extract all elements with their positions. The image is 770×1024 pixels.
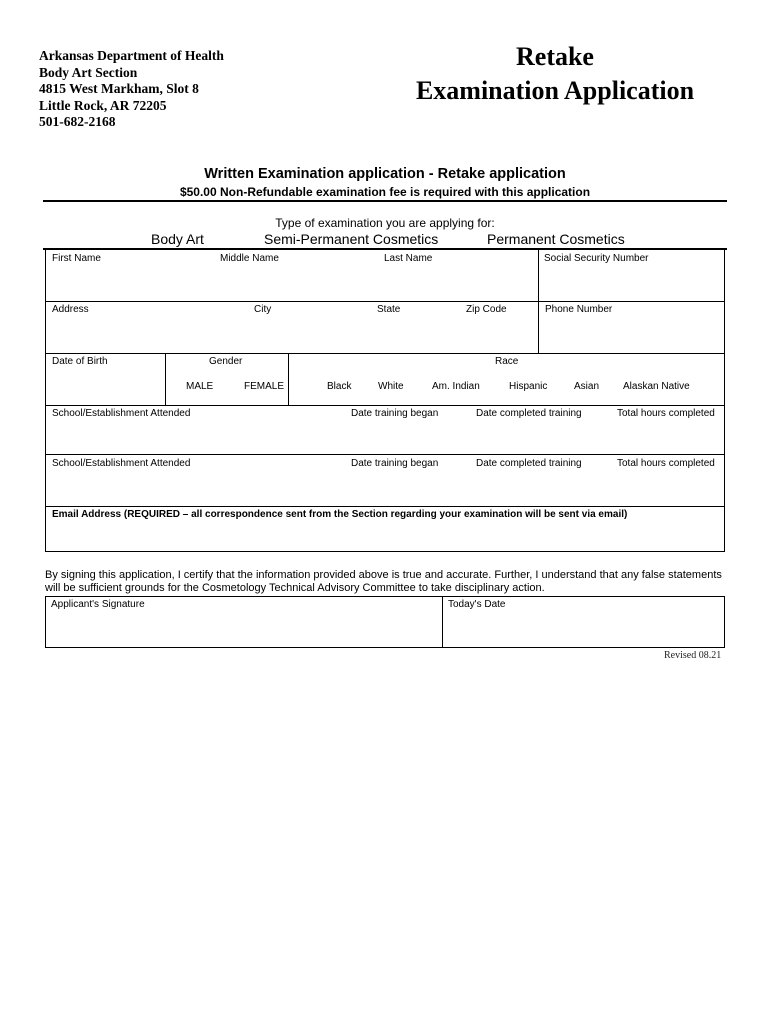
middle-name-label: Middle Name: [220, 253, 279, 264]
ssn-label: Social Security Number: [544, 253, 649, 264]
revision-note: Revised 08.21: [664, 650, 722, 661]
exam-option-permanent-cosmetics[interactable]: Permanent Cosmetics: [487, 231, 625, 247]
date-began-label-1: Date training began: [351, 408, 439, 419]
first-name-label: First Name: [52, 253, 101, 264]
address-label: Address: [52, 304, 89, 315]
race-option-white[interactable]: White: [378, 381, 404, 392]
school-label-1: School/Establishment Attended: [52, 408, 191, 419]
agency-address: [39, 48, 224, 131]
agency-city: Little Rock, AR 72205: [39, 97, 167, 113]
gender-option-male[interactable]: MALE: [186, 381, 214, 392]
signature-label: Applicant's Signature: [51, 599, 145, 610]
certification-text: By signing this application, I certify that the information provided above is true and accurate. Further, I understand that any false statements will be sufficient grounds for the Cosmetology Technical Advisory Committee to take disciplinary action.: [45, 569, 722, 594]
form-title-line2: Examination Application: [415, 76, 695, 105]
zip-label: Zip Code: [466, 304, 507, 315]
last-name-label: Last Name: [384, 253, 433, 264]
divider-top: [43, 200, 727, 202]
date-began-label-2: Date training began: [351, 458, 439, 469]
state-label: State: [377, 304, 401, 315]
agency-street: 4815 West Markham, Slot 8: [39, 81, 199, 96]
form-title-line1: Retake: [516, 42, 594, 71]
city-label: City: [254, 304, 272, 315]
exam-option-semi-permanent-cosmetics[interactable]: Semi-Permanent Cosmetics: [264, 231, 439, 247]
fee-notice: $50.00 Non-Refundable examination fee is required with this application: [179, 185, 591, 199]
name-field[interactable]: [45, 249, 539, 302]
total-hours-label-1: Total hours completed: [617, 408, 715, 419]
race-option-hispanic[interactable]: Hispanic: [509, 381, 548, 392]
gender-option-female[interactable]: FEMALE: [244, 381, 285, 392]
exam-type-prompt: Type of examination you are applying for:: [275, 216, 495, 230]
race-option-black[interactable]: Black: [327, 381, 352, 392]
total-hours-label-2: Total hours completed: [617, 458, 715, 469]
email-label: Email Address (REQUIRED – all correspondence sent from the Section regarding your examination will be sent via email): [52, 509, 628, 520]
agency-name: Arkansas Department of Health: [39, 48, 224, 63]
form-title: [380, 40, 730, 108]
race-option-am-indian[interactable]: Am. Indian: [432, 381, 480, 392]
todays-date-label: Today's Date: [448, 599, 506, 610]
date-completed-label-2: Date completed training: [476, 458, 582, 469]
form-subtitle: Written Examination application - Retake application: [204, 166, 566, 182]
agency-phone: 501-682-2168: [39, 114, 116, 129]
gender-label: Gender: [209, 356, 243, 367]
dob-label: Date of Birth: [52, 356, 108, 367]
race-option-alaskan-native[interactable]: Alaskan Native: [623, 381, 690, 392]
phone-label: Phone Number: [545, 304, 613, 315]
school-label-2: School/Establishment Attended: [52, 458, 191, 469]
race-label: Race: [495, 356, 519, 367]
exam-option-body-art[interactable]: Body Art: [151, 231, 204, 247]
address-field[interactable]: [45, 301, 539, 354]
date-completed-label-1: Date completed training: [476, 408, 582, 419]
race-option-asian[interactable]: Asian: [574, 381, 600, 392]
agency-section: Body Art Section: [39, 64, 138, 80]
